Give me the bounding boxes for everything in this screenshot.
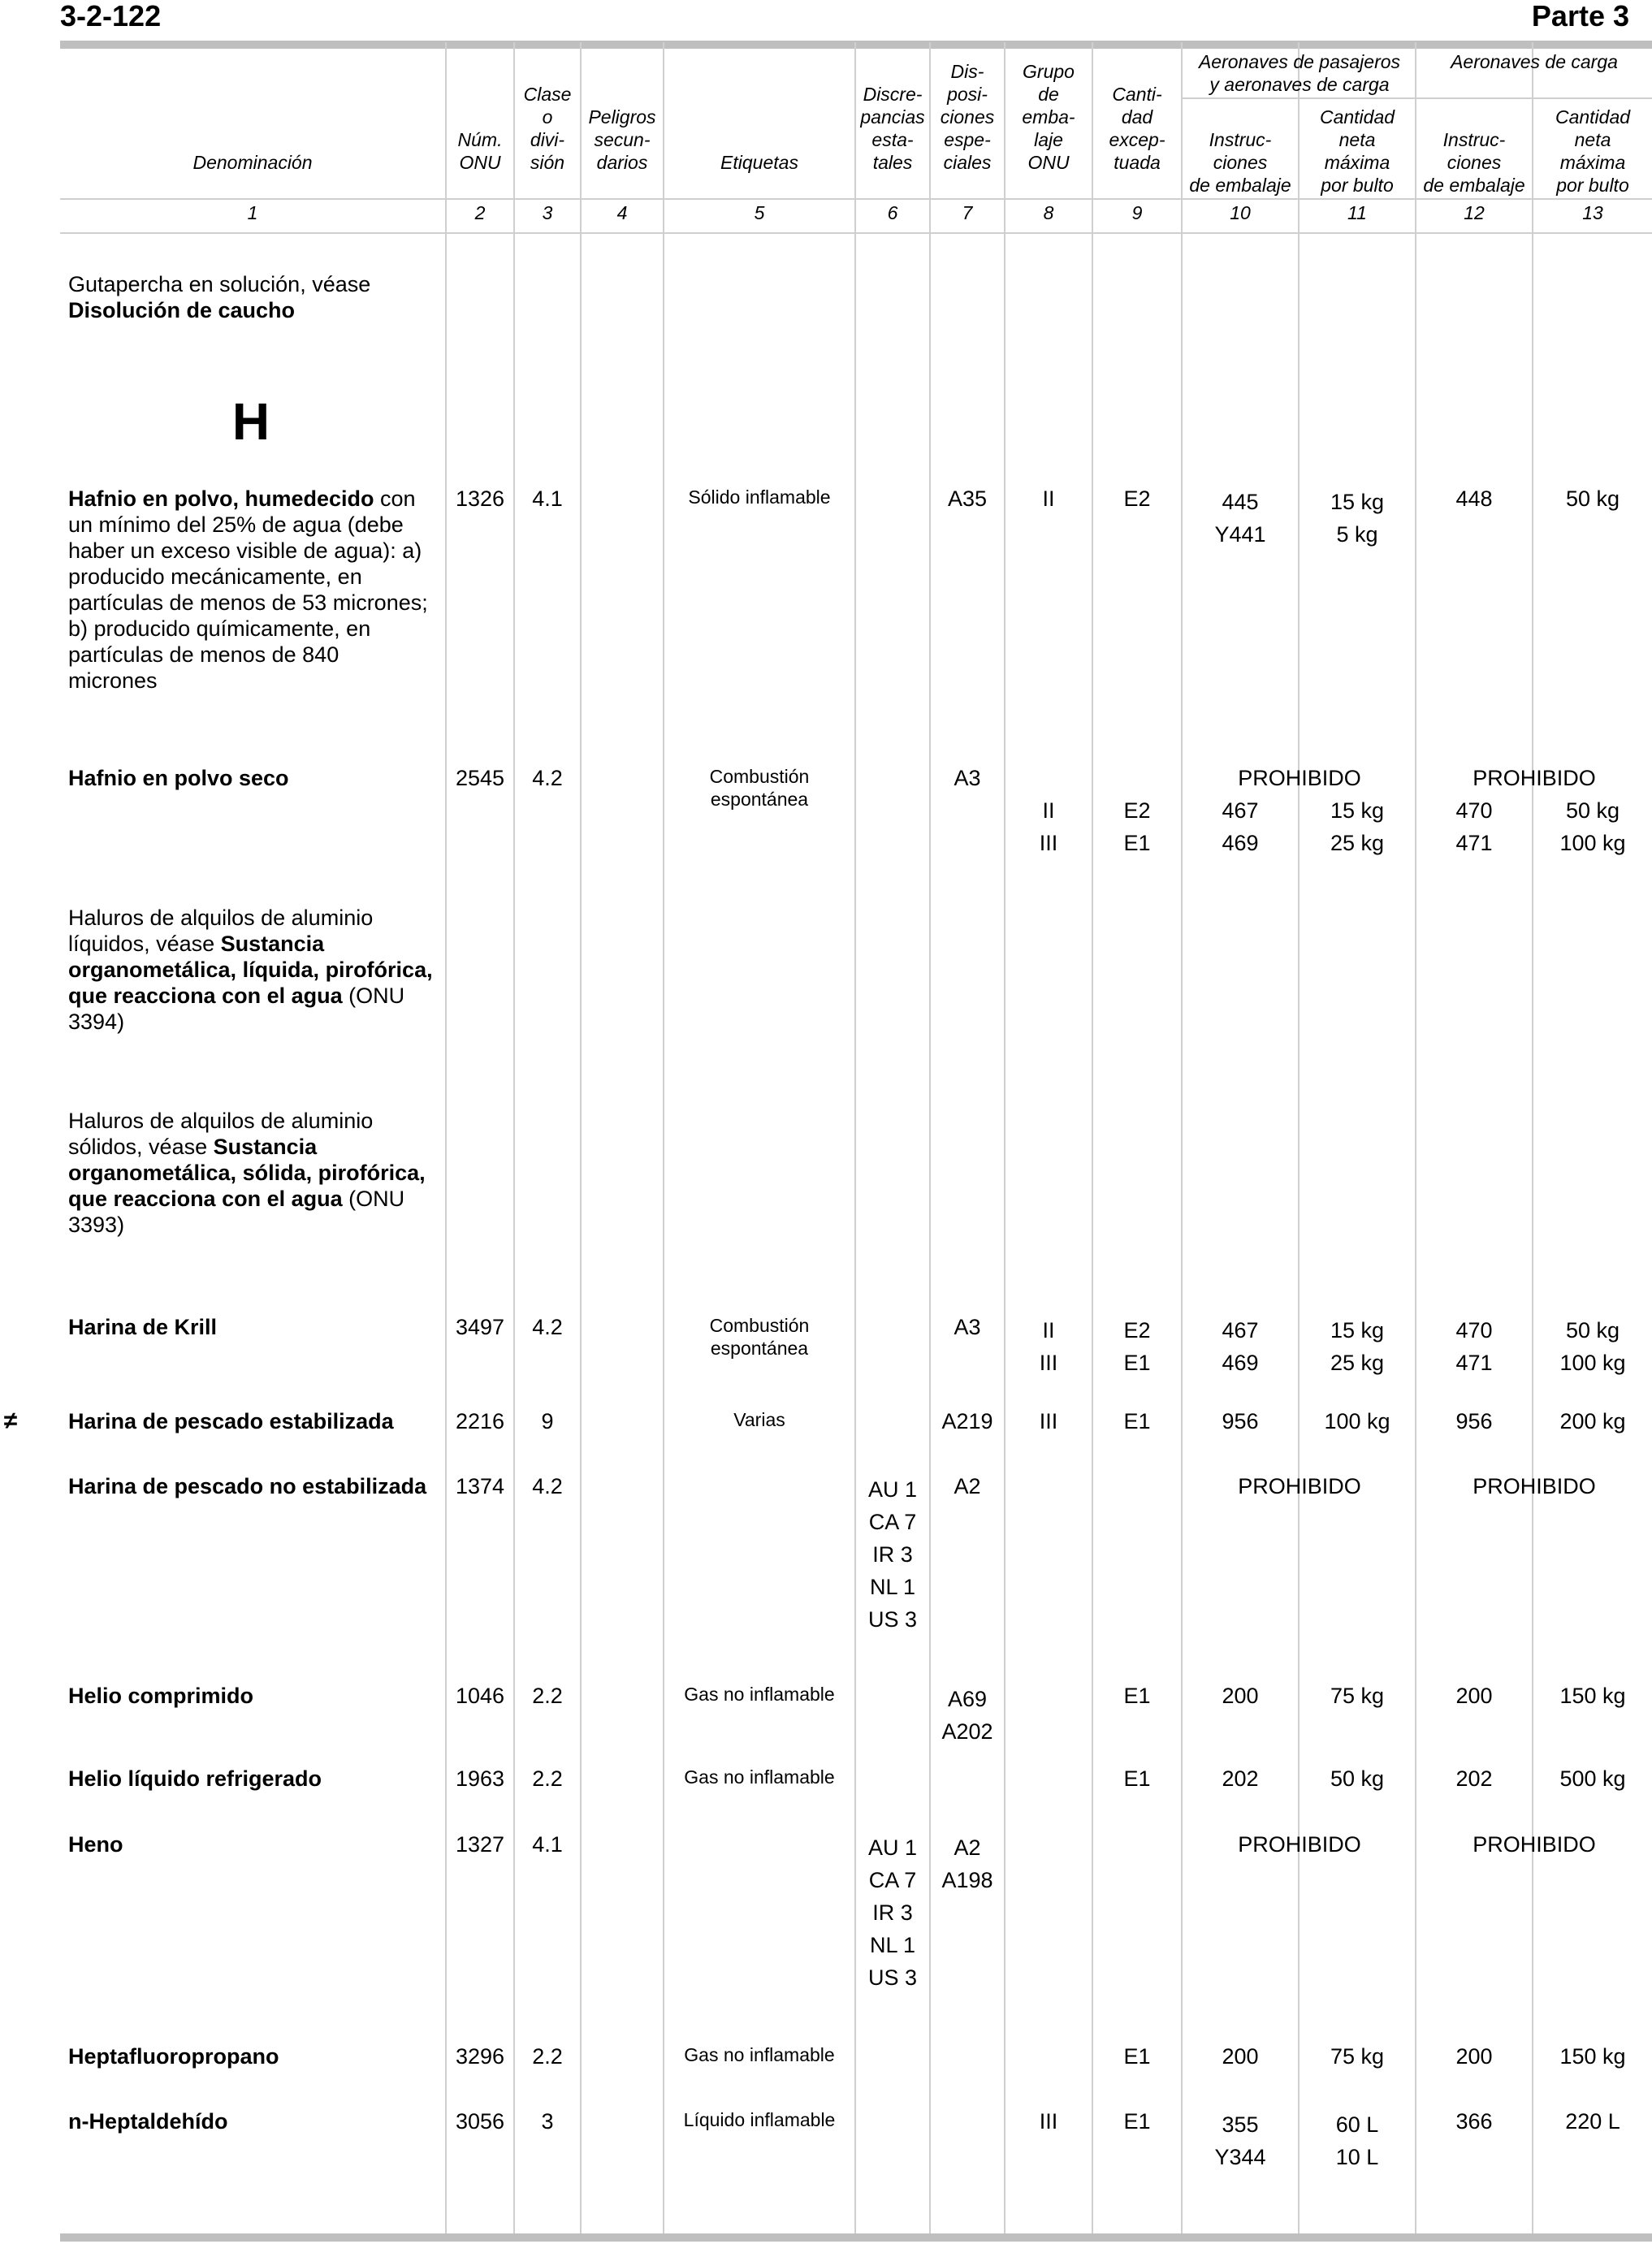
hazard-label: Combustión espontánea <box>709 766 810 810</box>
state-variations: AU 1 CA 7 IR 3 NL 1 US 3 <box>867 1477 918 1632</box>
hazard-label: Líquido inflamable <box>683 2109 836 2130</box>
special-provisions: A35 <box>947 486 988 511</box>
pax-packing-instruction: 355 Y344 <box>1214 2112 1266 2169</box>
cargo-packing-instruction: 470 471 <box>1455 798 1493 855</box>
cargo-max-quantity: 200 kg <box>1559 1409 1626 1433</box>
entry-name: n-Heptaldehído <box>68 2109 228 2134</box>
hazard-label: Sólido inflamable <box>688 486 831 508</box>
pax-prohibited: PROHIBIDO <box>1238 1474 1361 1498</box>
hazard-label: Varias <box>733 1409 785 1430</box>
pax-packing-instruction: 200 <box>1222 1684 1259 1708</box>
column-number: 13 <box>1582 202 1603 223</box>
pax-packing-instruction: 200 <box>1222 2044 1259 2069</box>
un-number: 1327 <box>455 1832 505 1857</box>
group-header-rule <box>1181 97 1652 99</box>
cargo-packing-instruction: 956 <box>1455 1409 1493 1433</box>
entry-name: Haluros de alquilos de aluminio sólidos, véase Sustancia organometálica, sólida, pirofórica, que reacciona con el agua (ONU 3393) <box>68 1109 426 1237</box>
part-title: Parte 3 <box>1531 0 1629 32</box>
packing-group: II <box>1042 486 1055 511</box>
pax-packing-instruction: 956 <box>1222 1409 1259 1433</box>
special-provisions: A69 A202 <box>941 1687 993 1744</box>
header-num-onu: Núm. ONU <box>457 129 503 173</box>
excepted-quantity: E1 <box>1123 1409 1151 1433</box>
header-pax-cantidad: Cantidad neta máxima por bulto <box>1319 106 1395 196</box>
pax-max-quantity: 60 L 10 L <box>1335 2112 1379 2169</box>
pax-max-quantity: 75 kg <box>1330 2044 1385 2069</box>
class-division: 4.2 <box>532 1315 563 1339</box>
header-denominacion: Denominación <box>192 152 313 173</box>
column-number: 1 <box>247 202 258 223</box>
column-number: 2 <box>474 202 486 223</box>
un-number: 1374 <box>455 1474 505 1498</box>
excepted-quantity: E2 E1 <box>1123 798 1151 855</box>
header-carga-group: Aeronaves de carga <box>1451 51 1618 72</box>
entry-name: Gutapercha en solución, véase Disolución de caucho <box>68 272 371 322</box>
pax-prohibited: PROHIBIDO <box>1238 766 1361 790</box>
un-number: 1963 <box>455 1766 505 1791</box>
un-number: 2545 <box>455 766 505 790</box>
special-provisions: A2 A198 <box>941 1835 993 1892</box>
class-division: 3 <box>541 2109 554 2134</box>
header-etiquetas: Etiquetas <box>720 152 798 173</box>
hazard-label: Combustión espontánea <box>709 1315 810 1359</box>
class-division: 4.2 <box>532 1474 563 1498</box>
cargo-packing-instruction: 366 <box>1455 2109 1493 2134</box>
column-divider <box>513 42 515 2233</box>
column-divider <box>1532 42 1533 2233</box>
entry-name: Heptafluoropropano <box>68 2044 279 2069</box>
header-disposiciones: Dis- posi- ciones espe- ciales <box>940 61 995 173</box>
header-peligros: Peligros secun- darios <box>588 106 656 173</box>
column-number: 9 <box>1131 202 1143 223</box>
class-division: 2.2 <box>532 1684 563 1708</box>
column-number: 3 <box>542 202 553 223</box>
column-divider <box>1004 42 1005 2233</box>
pax-max-quantity: 15 kg 5 kg <box>1330 490 1385 547</box>
un-number: 2216 <box>455 1409 505 1433</box>
column-number: 4 <box>616 202 628 223</box>
hazard-label: Gas no inflamable <box>684 2044 835 2065</box>
entry-name: Harina de pescado estabilizada <box>68 1409 394 1433</box>
column-number: 5 <box>754 202 765 223</box>
pax-max-quantity: 15 kg 25 kg <box>1330 1318 1385 1375</box>
special-provisions: A3 <box>954 766 981 790</box>
pax-max-quantity: 15 kg 25 kg <box>1330 798 1385 855</box>
page-header <box>60 0 1629 36</box>
pax-max-quantity: 75 kg <box>1330 1684 1385 1708</box>
special-provisions: A219 <box>941 1409 993 1433</box>
column-divider <box>580 42 582 2233</box>
cargo-max-quantity: 50 kg 100 kg <box>1559 798 1626 855</box>
class-division: 2.2 <box>532 1766 563 1791</box>
header-cargo-cantidad: Cantidad neta máxima por bulto <box>1555 106 1631 196</box>
column-divider <box>1181 42 1183 2233</box>
entry-name: Hafnio en polvo seco <box>68 766 289 790</box>
page-number: 3-2-122 <box>60 0 162 32</box>
column-divider <box>1415 42 1416 2233</box>
entry-name: Helio líquido refrigerado <box>68 1766 322 1791</box>
cargo-packing-instruction: 202 <box>1455 1766 1493 1791</box>
column-divider <box>445 42 447 2233</box>
column-number: 7 <box>962 202 973 223</box>
pax-packing-instruction: 445 Y441 <box>1214 490 1266 547</box>
class-division: 4.2 <box>532 766 563 790</box>
header-pax-instrucciones: Instruc- ciones de embalaje <box>1189 129 1291 196</box>
un-number: 1326 <box>455 486 505 511</box>
class-division: 4.1 <box>532 1832 563 1857</box>
cargo-max-quantity: 50 kg 100 kg <box>1559 1318 1626 1375</box>
header-cantidad-exceptuada: Canti- dad excep- tuada <box>1109 84 1165 173</box>
excepted-quantity: E2 <box>1123 486 1151 511</box>
class-division: 4.1 <box>532 486 563 511</box>
un-number: 3497 <box>455 1315 505 1339</box>
entry-name: Hafnio en polvo, humedecido con un mínimo del 25% de agua (debe haber un exceso visible de agua): a) producido mecánicamente, en partículas de menos de 53 micrones; b) producido químicamente, en partículas de menos de 840 micrones <box>68 486 428 693</box>
pax-packing-instruction: 467 469 <box>1222 1318 1259 1375</box>
column-divider <box>1092 42 1093 2233</box>
class-division: 9 <box>541 1409 554 1433</box>
header-discrepancias: Discre- pancias esta- tales <box>860 84 925 173</box>
excepted-quantity: E1 <box>1123 2109 1151 2134</box>
special-provisions: A2 <box>954 1474 981 1498</box>
column-number: 12 <box>1464 202 1485 223</box>
excepted-quantity: E1 <box>1123 1766 1151 1791</box>
column-divider <box>929 42 931 2233</box>
cargo-max-quantity: 150 kg <box>1559 2044 1626 2069</box>
pax-prohibited: PROHIBIDO <box>1238 1832 1361 1857</box>
header-pasajeros-group: Aeronaves de pasajeros y aeronaves de carga <box>1198 51 1401 95</box>
special-provisions: A3 <box>954 1315 981 1339</box>
cargo-packing-instruction: 448 <box>1455 486 1493 511</box>
state-variations: AU 1 CA 7 IR 3 NL 1 US 3 <box>867 1835 918 1990</box>
header-cargo-instrucciones: Instruc- ciones de embalaje <box>1423 129 1525 196</box>
pax-packing-instruction: 467 469 <box>1222 798 1259 855</box>
cargo-prohibited: PROHIBIDO <box>1473 766 1596 790</box>
cargo-max-quantity: 500 kg <box>1559 1766 1626 1791</box>
entry-name: Helio comprimido <box>68 1684 254 1708</box>
entry-name: Heno <box>68 1832 123 1857</box>
column-divider <box>1298 42 1300 2233</box>
un-number: 3296 <box>455 2044 505 2069</box>
column-number: 10 <box>1230 202 1251 223</box>
excepted-quantity: E1 <box>1123 2044 1151 2069</box>
header-rule <box>60 198 1652 200</box>
entry-name: Harina de Krill <box>68 1315 218 1339</box>
packing-group: III <box>1039 2109 1058 2134</box>
header-clase: Clase o divi- sión <box>523 84 572 173</box>
cargo-prohibited: PROHIBIDO <box>1473 1832 1596 1857</box>
pax-max-quantity: 50 kg <box>1330 1766 1385 1791</box>
cargo-max-quantity: 150 kg <box>1559 1684 1626 1708</box>
cargo-max-quantity: 50 kg <box>1565 486 1620 511</box>
bottom-rule <box>60 2233 1652 2242</box>
packing-group: III <box>1039 1409 1058 1433</box>
cargo-max-quantity: 220 L <box>1565 2109 1620 2134</box>
pax-packing-instruction: 202 <box>1222 1766 1259 1791</box>
header-grupo: Grupo de emba- laje ONU <box>1022 61 1075 173</box>
column-number: 11 <box>1347 202 1367 223</box>
cargo-prohibited: PROHIBIDO <box>1473 1474 1596 1498</box>
column-number: 6 <box>887 202 898 223</box>
excepted-quantity: E1 <box>1123 1684 1151 1708</box>
column-number: 8 <box>1043 202 1054 223</box>
entry-name: Harina de pescado no estabilizada <box>68 1474 427 1498</box>
pax-max-quantity: 100 kg <box>1324 1409 1390 1433</box>
packing-group: II III <box>1039 1318 1058 1375</box>
packing-group: II III <box>1039 798 1058 855</box>
hazard-label: Gas no inflamable <box>684 1684 835 1705</box>
cargo-packing-instruction: 470 471 <box>1455 1318 1493 1375</box>
excepted-quantity: E2 E1 <box>1123 1318 1151 1375</box>
cargo-packing-instruction: 200 <box>1455 2044 1493 2069</box>
class-division: 2.2 <box>532 2044 563 2069</box>
top-rule <box>60 41 1652 49</box>
un-number: 1046 <box>455 1684 505 1708</box>
column-divider <box>663 42 664 2233</box>
hazard-label: Gas no inflamable <box>684 1766 835 1788</box>
cargo-packing-instruction: 200 <box>1455 1684 1493 1708</box>
entry-name: Haluros de alquilos de aluminio líquidos, véase Sustancia organometálica, líquida, pirofórica, que reacciona con el agua (ONU 3394) <box>68 906 433 1034</box>
change-mark: ≠ <box>3 1407 18 1434</box>
column-number-rule <box>60 232 1652 234</box>
un-number: 3056 <box>455 2109 505 2134</box>
section-letter: H <box>231 392 270 451</box>
